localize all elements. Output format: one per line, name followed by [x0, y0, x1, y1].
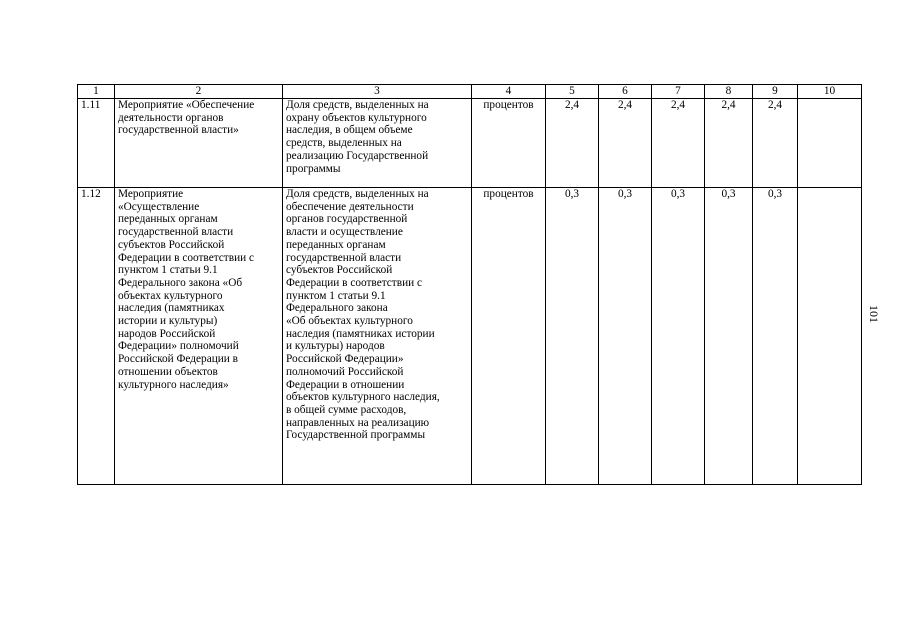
column-number: 1: [78, 85, 115, 99]
value-cell: 0,3: [599, 188, 652, 485]
indicator-name: Доля средств, выделенных на обеспечение деятельности органов государственной власти и осуществление переданных органам государственной власти субъектов Российской Федерации в соответствии с пунктом 1 статьи 9.1 Федерального закона «Об объектах культурного наследия (памятниках истории и культуры) народов Российской Федерации» полномочий Российской Федерации в отношении объектов культурного наследия, в общей сумме расходов, направленных на реализацию Государственной программы: [283, 188, 472, 485]
row-number: 1.12: [78, 188, 115, 485]
value-cell: 0,3: [652, 188, 705, 485]
value-cell: [798, 99, 862, 188]
column-number: 4: [472, 85, 546, 99]
value-cell: 0,3: [705, 188, 753, 485]
unit: процентов: [472, 188, 546, 485]
value-cell: 2,4: [753, 99, 798, 188]
value-cell: 2,4: [546, 99, 599, 188]
column-number: 8: [705, 85, 753, 99]
column-number: 3: [283, 85, 472, 99]
column-number: 2: [115, 85, 283, 99]
column-number: 7: [652, 85, 705, 99]
column-number: 9: [753, 85, 798, 99]
column-number: 6: [599, 85, 652, 99]
event-name: Мероприятие «Осуществление переданных органам государственной власти субъектов Российской Федерации в соответствии с пунктом 1 статьи 9.1 Федерального закона «Об объектах культурного наследия (памятниках истории и культуры) народов Российской Федерации» полномочий Российской Федерации в отношении объектов культурного наследия»: [115, 188, 283, 485]
column-number: 10: [798, 85, 862, 99]
event-name: Мероприятие «Обеспечение деятельности органов государственной власти»: [115, 99, 283, 188]
value-cell: 2,4: [652, 99, 705, 188]
value-cell: 2,4: [599, 99, 652, 188]
page-number: 101: [867, 305, 881, 323]
unit: процентов: [472, 99, 546, 188]
column-number: 5: [546, 85, 599, 99]
column-number-row: [78, 85, 862, 99]
value-cell: [798, 188, 862, 485]
value-cell: 0,3: [753, 188, 798, 485]
row-number: 1.11: [78, 99, 115, 188]
value-cell: 2,4: [705, 99, 753, 188]
table-row: [78, 99, 862, 188]
indicators-table: [77, 84, 862, 485]
indicator-name: Доля средств, выделенных на охрану объектов культурного наследия, в общем объеме средств, выделенных на реализацию Государственной программы: [283, 99, 472, 188]
table-row: [78, 188, 862, 485]
value-cell: 0,3: [546, 188, 599, 485]
